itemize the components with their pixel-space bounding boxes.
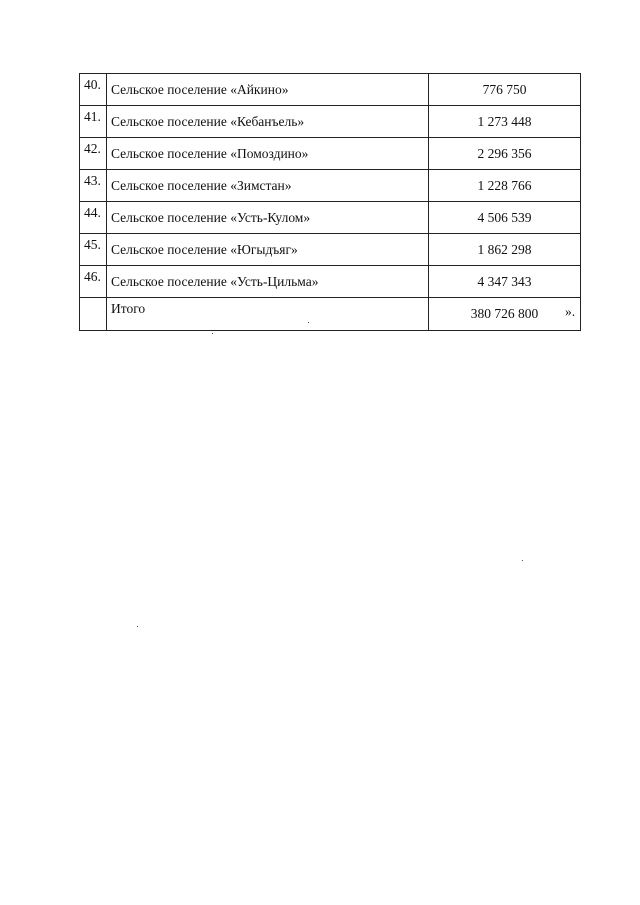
settlement-name: Сельское поселение «Югыдъяг» (107, 234, 429, 266)
table-row (80, 170, 581, 202)
budget-allocation-table (79, 73, 581, 331)
row-number: 42. (80, 138, 107, 170)
table-row (80, 266, 581, 298)
scan-speck (212, 333, 213, 334)
table-row (80, 106, 581, 138)
table-row (80, 74, 581, 106)
total-amount: 380 726 800 (429, 298, 581, 331)
row-number: 45. (80, 234, 107, 266)
amount-value: 776 750 (429, 74, 581, 106)
amount-value: 4 347 343 (429, 266, 581, 298)
closing-quote: ». (565, 304, 576, 319)
table-total-row (80, 298, 581, 331)
total-row-number (80, 298, 107, 331)
table-row (80, 234, 581, 266)
settlement-name: Сельское поселение «Зимстан» (107, 170, 429, 202)
total-label: Итого (107, 298, 429, 331)
settlement-name: Сельское поселение «Помоздино» (107, 138, 429, 170)
amount-value: 1 273 448 (429, 106, 581, 138)
settlement-name: Сельское поселение «Усть-Цильма» (107, 266, 429, 298)
scan-speck (522, 560, 523, 561)
table-row (80, 202, 581, 234)
settlement-name: Сельское поселение «Усть-Кулом» (107, 202, 429, 234)
row-number: 43. (80, 170, 107, 202)
scan-speck (137, 626, 138, 627)
table-row (80, 138, 581, 170)
settlement-name: Сельское поселение «Кебанъель» (107, 106, 429, 138)
row-number: 41. (80, 106, 107, 138)
row-number: 46. (80, 266, 107, 298)
amount-value: 1 228 766 (429, 170, 581, 202)
row-number: 44. (80, 202, 107, 234)
amount-value: 4 506 539 (429, 202, 581, 234)
scan-speck (308, 322, 309, 323)
amount-value: 2 296 356 (429, 138, 581, 170)
settlement-name: Сельское поселение «Айкино» (107, 74, 429, 106)
row-number: 40. (80, 74, 107, 106)
amount-value: 1 862 298 (429, 234, 581, 266)
